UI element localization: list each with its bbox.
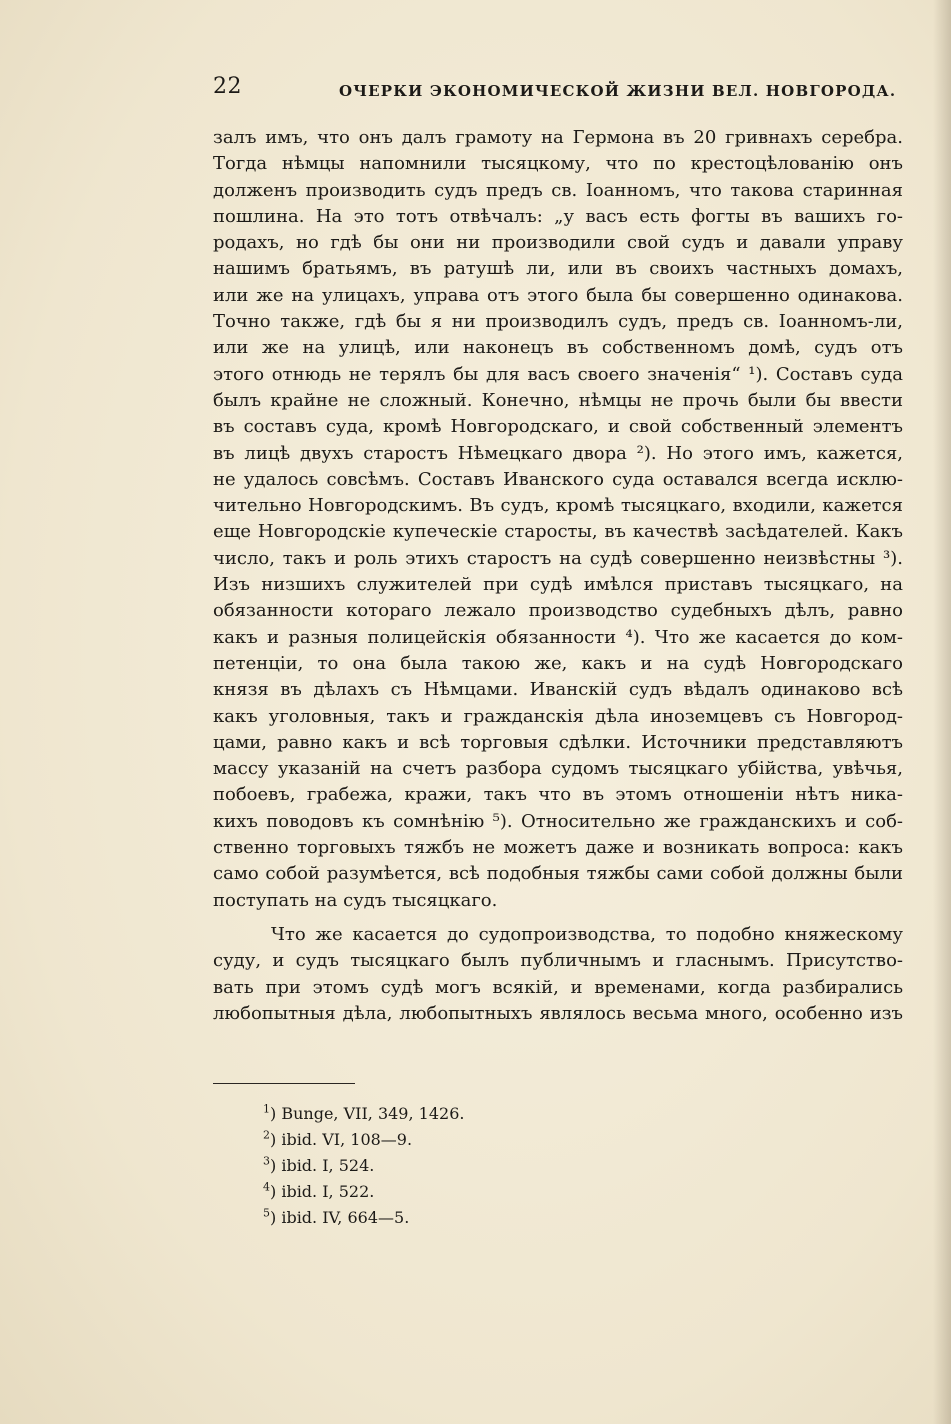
running-title: ОЧЕРКИ ЭКОНОМИЧЕСКОЙ ЖИЗНИ ВЕЛ. НОВГОРОДА. — [339, 82, 897, 100]
text-line: поступать на судъ тысяцкаго. — [213, 889, 498, 911]
footnote-text: ) ibid. IV, 664—5. — [270, 1208, 410, 1227]
footnote — [263, 1127, 663, 1153]
footnote-mark: 1 — [263, 1102, 270, 1116]
footnote-text: ) ibid. I, 524. — [270, 1156, 375, 1175]
footnote — [263, 1101, 663, 1127]
footnote-text: ) ibid. I, 522. — [270, 1182, 375, 1201]
text-line: само собой разумѣется, всѣ подобныя тяжбы сами собой должны были — [213, 863, 903, 885]
text-line: ственно торговыхъ тяжбъ не можетъ даже и возникать вопроса: какъ — [213, 837, 903, 859]
text-line: чительно Новгородскимъ. Въ судъ, кромѣ тысяцкаго, входили, кажется — [213, 495, 903, 517]
text-line: какъ и разныя полицейскія обязанности ⁴). Что же касается до ком- — [213, 626, 903, 648]
text-line: Изъ низшихъ служителей при судѣ имѣлся приставъ тысяцкаго, на — [213, 574, 903, 596]
text-line: нашимъ братьямъ, въ ратушѣ ли, или въ своихъ частныхъ домахъ, — [213, 258, 903, 280]
footnote-mark: 5 — [263, 1206, 270, 1220]
page-header — [213, 74, 903, 104]
text-line: цами, равно какъ и всѣ торговыя сдѣлки. Источники представляютъ — [213, 731, 903, 753]
text-line: залъ имъ, что онъ далъ грамоту на Гермона въ 20 гривнахъ серебра. — [213, 127, 903, 148]
text-line: Тогда нѣмцы напомнили тысяцкому, что по крестоцѣлованію онъ — [213, 153, 903, 175]
footnote-text: ) Bunge, VII, 349, 1426. — [270, 1104, 465, 1123]
text-line: князя въ дѣлахъ съ Нѣмцами. Иванскій судъ вѣдалъ одинаково всѣ — [213, 679, 903, 701]
footnote-mark: 4 — [263, 1180, 270, 1194]
text-line: родахъ, но гдѣ бы они ни производили свой судъ и давали управу — [213, 232, 903, 254]
main-text — [213, 125, 903, 1027]
text-line: или же на улицахъ, управа отъ этого была бы совершенно одинакова. — [213, 284, 903, 306]
text-line: побоевъ, грабежа, кражи, такъ что въ этомъ отношеніи нѣтъ ника- — [213, 784, 903, 806]
footnote-mark: 2 — [263, 1128, 270, 1142]
footnotes — [263, 1101, 663, 1231]
text-line: обязанности котораго лежало производство судебныхъ дѣлъ, равно — [213, 600, 903, 622]
footnote — [263, 1205, 663, 1231]
text-line: пошлина. На это тотъ отвѣчалъ: „у васъ есть фогты въ вашихъ го- — [213, 205, 903, 227]
text-line: какъ уголовныя, такъ и гражданскія дѣла иноземцевъ съ Новгород- — [213, 705, 903, 727]
footnote-divider — [213, 1083, 355, 1084]
text-line: еще Новгородскіе купеческіе старосты, въ качествѣ засѣдателей. Какъ — [213, 521, 903, 543]
text-line: число, такъ и роль этихъ старостъ на судѣ совершенно неизвѣстны ³). — [213, 547, 903, 569]
text-line: любопытныя дѣла, любопытныхъ являлось весьма много, особенно изъ — [213, 1002, 903, 1024]
footnote-mark: 3 — [263, 1154, 270, 1168]
text-line: этого отнюдь не терялъ бы для васъ своего значенія“ ¹). Составъ суда — [213, 363, 903, 385]
text-line: массу указаній на счетъ разбора судомъ тысяцкаго убійства, увѣчья, — [213, 758, 903, 780]
text-line: Что же касается до судопроизводства, то подобно княжескому — [271, 923, 903, 945]
text-line: долженъ производить судъ предъ св. Іоанномъ, что такова старинная — [213, 179, 903, 201]
text-line: не удалось совсѣмъ. Составъ Иванского суда оставался всегда исклю- — [213, 468, 903, 490]
footnote-text: ) ibid. VI, 108—9. — [270, 1130, 413, 1149]
text-line: вать при этомъ судѣ могъ всякій, и временами, когда разбирались — [213, 976, 903, 998]
text-line: кихъ поводовъ къ сомнѣнію ⁵). Относительно же гражданскихъ и соб- — [213, 810, 903, 832]
text-line: или же на улицѣ, или наконецъ въ собственномъ домѣ, судъ отъ — [213, 337, 903, 359]
text-line: въ составъ суда, кромѣ Новгородскаго, и свой собственный элементъ — [213, 416, 903, 438]
text-line: суду, и судъ тысяцкаго былъ публичнымъ и гласнымъ. Присутство- — [213, 950, 903, 972]
footnote — [263, 1179, 663, 1205]
paragraph-gap — [213, 914, 903, 922]
text-line: въ лицѣ двухъ старостъ Нѣмецкаго двора ²). Но этого имъ, кажется, — [213, 442, 903, 464]
page-number: 22 — [213, 74, 242, 99]
footnote — [263, 1153, 663, 1179]
page-edge-shadow — [933, 0, 951, 1424]
text-line: былъ крайне не сложный. Конечно, нѣмцы не прочь были бы ввести — [213, 389, 903, 411]
text-line: Точно также, гдѣ бы я ни производилъ судъ, предъ св. Іоанномъ-ли, — [213, 311, 903, 333]
text-line: петенціи, то она была такою же, какъ и на судѣ Новгородскаго — [213, 652, 903, 674]
